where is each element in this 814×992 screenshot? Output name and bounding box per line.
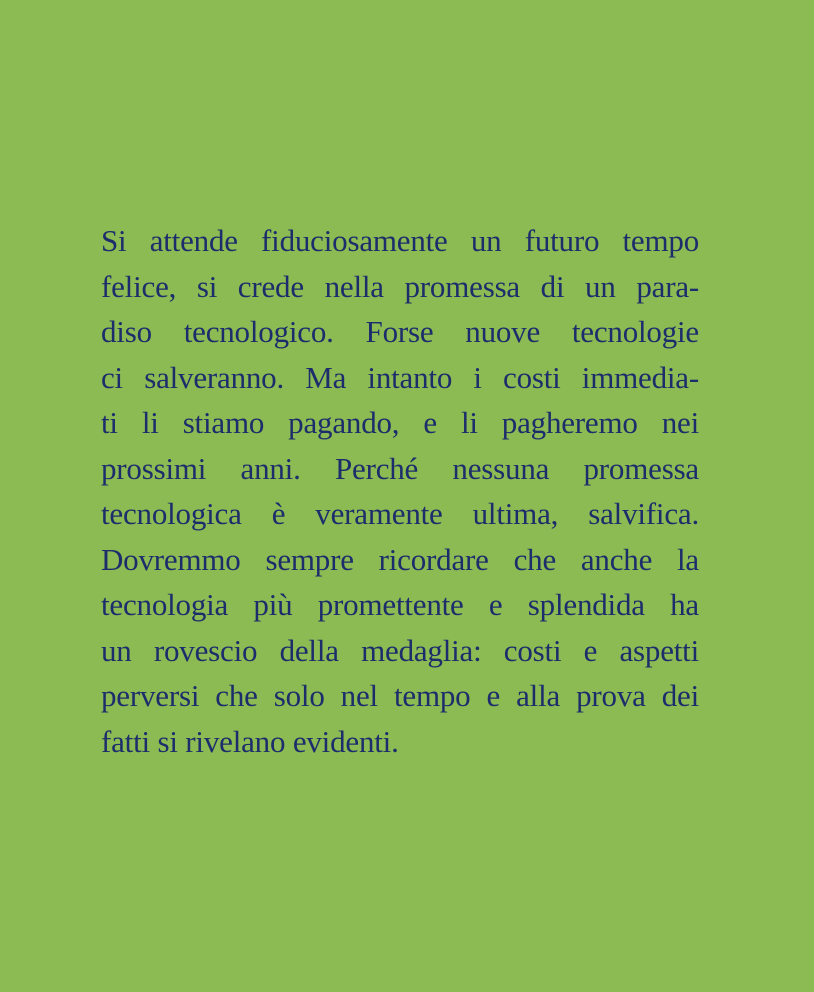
text-line: ci salveranno. Ma intanto i costi immedia- bbox=[101, 359, 699, 395]
text-line: felice, si crede nella promessa di un para- bbox=[101, 268, 699, 304]
text-line: Si attende fiduciosamente un futuro tempo bbox=[101, 223, 699, 258]
text-line: perversi che solo nel tempo e alla prova dei bbox=[101, 678, 699, 713]
text-line: Dovremmo sempre ricordare che anche la bbox=[101, 541, 699, 577]
text-passage bbox=[101, 218, 699, 764]
text-line: ti li stiamo pagando, e li pagheremo nei bbox=[101, 405, 699, 440]
text-line: un rovescio della medaglia: costi e aspetti bbox=[101, 632, 699, 668]
text-line: diso tecnologico. Forse nuove tecnologie bbox=[101, 314, 699, 349]
text-line: fatti si rivelano evidenti. bbox=[101, 723, 399, 759]
text-line: tecnologica è veramente ultima, salvifica. bbox=[101, 496, 699, 531]
text-line: prossimi anni. Perché nessuna promessa bbox=[101, 450, 699, 486]
text-line: tecnologia più promettente e splendida ha bbox=[101, 587, 699, 622]
